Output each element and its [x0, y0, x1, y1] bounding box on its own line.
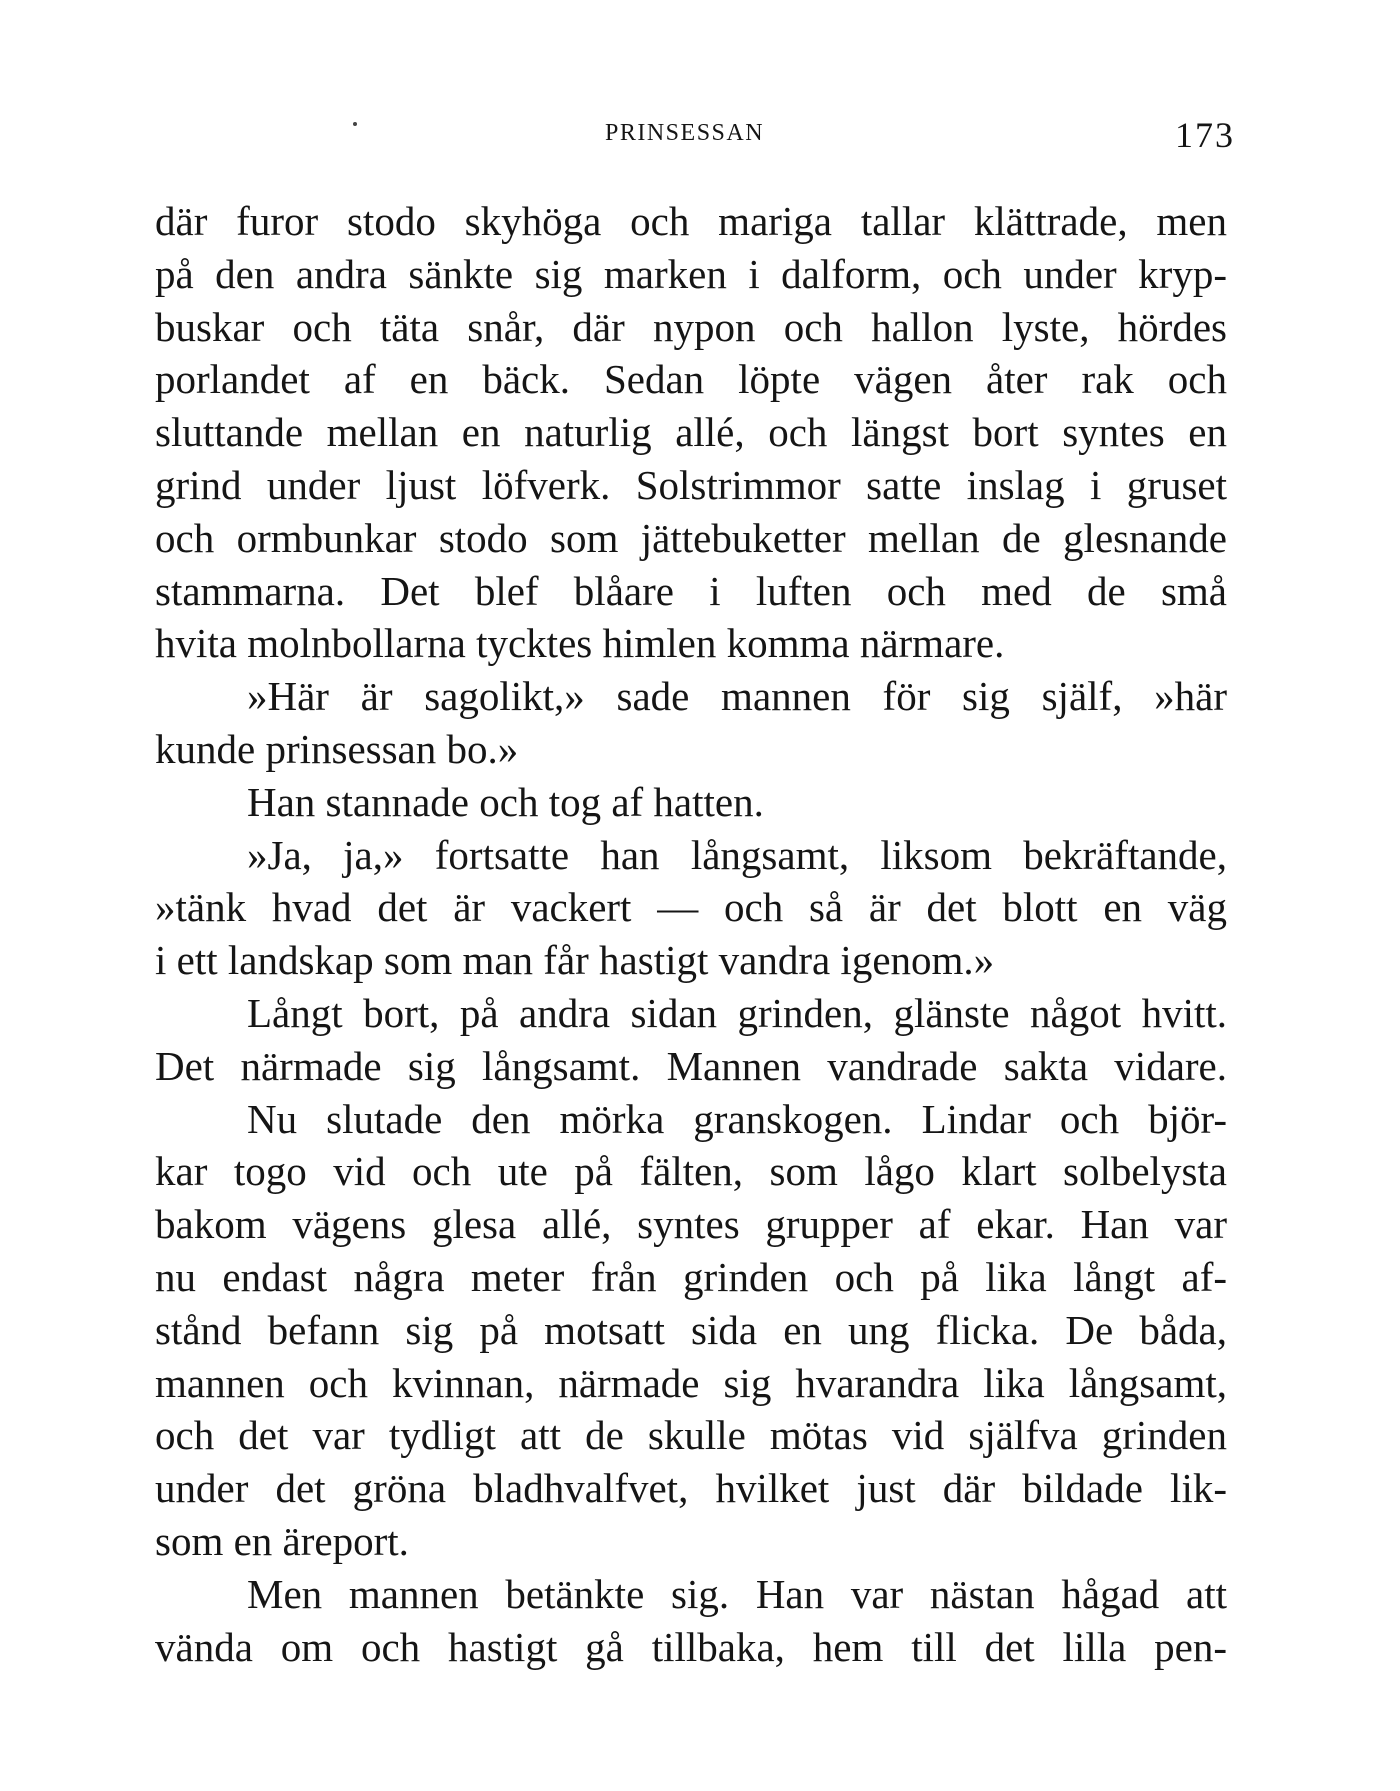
text-line: där furor stodo skyhöga och mariga tallar klättrade, men: [155, 198, 1227, 244]
text-line: mannen och kvinnan, närmade sig hvarandra lika långsamt,: [155, 1359, 1227, 1406]
page-header: [155, 115, 1235, 170]
text-line: porlandet af en bäck. Sedan löpte vägen åter rak och: [155, 356, 1227, 403]
header-dot-mark: [353, 122, 357, 126]
text-line: Han stannade och tog af hatten.: [247, 778, 764, 825]
text-line: hvita molnbollarna tycktes himlen komma närmare.: [155, 620, 1005, 667]
text-line: »Här är sagolikt,» sade mannen för sig själf, »här: [247, 673, 1227, 720]
text-line: under det gröna bladhvalfvet, hvilket just där bildade lik-: [155, 1465, 1227, 1512]
text-line: i ett landskap som man får hastigt vandra igenom.»: [155, 937, 995, 984]
text-line: som en äreport.: [155, 1517, 409, 1564]
text-line: grind under ljust löfverk. Solstrimmor satte inslag i gruset: [155, 461, 1227, 508]
text-line: »tänk hvad det är vackert — och så är det blott en väg: [155, 884, 1227, 931]
text-line: Nu slutade den mörka granskogen. Lindar och björ-: [247, 1095, 1227, 1142]
text-line: på den andra sänkte sig marken i dalform, och under kryp-: [155, 250, 1227, 297]
running-title: PRINSESSAN: [605, 120, 765, 146]
text-line: »Ja, ja,» fortsatte han långsamt, liksom bekräftande,: [247, 831, 1227, 878]
page-number: 173: [1175, 115, 1235, 155]
text-line: stånd befann sig på motsatt sida en ung flicka. De båda,: [155, 1306, 1227, 1353]
text-line: Men mannen betänkte sig. Han var nästan hågad att: [247, 1570, 1227, 1617]
text-line: vända om och hastigt gå tillbaka, hem till det lilla pen-: [155, 1623, 1227, 1670]
text-line: och det var tydligt att de skulle mötas vid själfva grinden: [155, 1412, 1227, 1459]
text-line: Det närmade sig långsamt. Mannen vandrade sakta vidare.: [155, 1042, 1227, 1089]
text-line: bakom vägens glesa allé, syntes grupper af ekar. Han var: [155, 1201, 1227, 1248]
text-line: kunde prinsessan bo.»: [155, 725, 519, 772]
text-line: buskar och täta snår, där nypon och hallon lyste, hördes: [155, 303, 1227, 350]
text-line: nu endast några meter från grinden och på lika långt af-: [155, 1253, 1227, 1300]
text-line: sluttande mellan en naturlig allé, och längst bort syntes en: [155, 409, 1227, 456]
text-line: stammarna. Det blef blåare i luften och med de små: [155, 567, 1227, 614]
text-line: kar togo vid och ute på fälten, som lågo klart solbelysta: [155, 1148, 1227, 1195]
body-text: [155, 195, 1227, 1673]
text-line: Långt bort, på andra sidan grinden, glänste något hvitt.: [247, 989, 1227, 1036]
text-line: och ormbunkar stodo som jättebuketter mellan de glesnande: [155, 514, 1227, 561]
